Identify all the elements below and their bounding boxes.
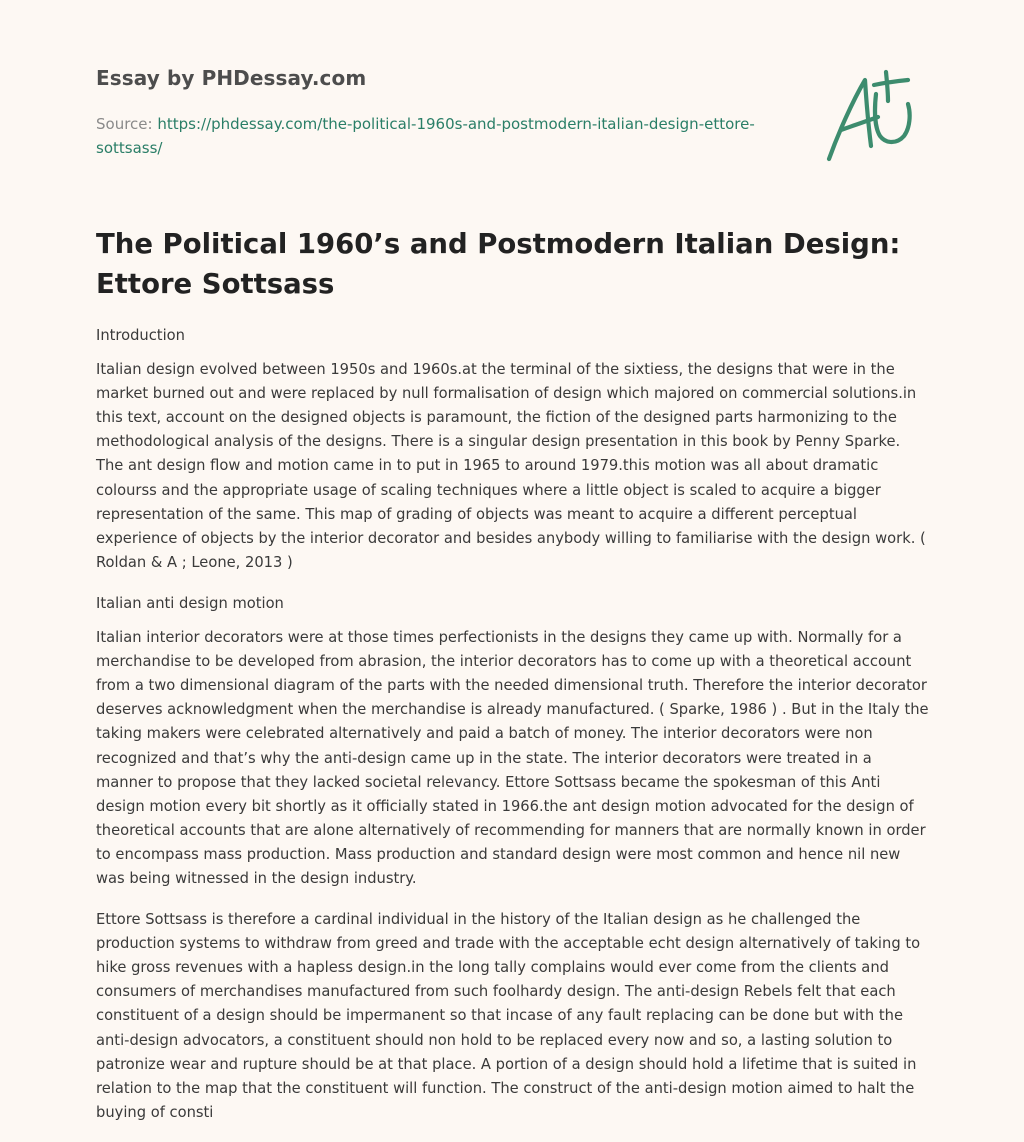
essay-body [96, 324, 932, 1142]
essay-title: The Political 1960’s and Postmodern Italian Design: Ettore Sottsass [96, 228, 901, 300]
paragraph-introduction: Italian design evolved between 1950s and 1960s.at the terminal of the sixtiess, the designs that were in the market burned out and were replaced by null formalisation of design which majored on commercial solutions.in this text, account on the designed objects is paramount, the fiction of the designed parts harmonizing to the methodological analysis of the designs. There is a singular design presentation in this book by Penny Sparke. The ant design flow and motion came in to put in 1965 to around 1979.this motion was all about dramatic colourss and the appropriate usage of scaling techniques where a little object is scaled to acquire a bigger representation of the same. This map of grading of objects was meant to acquire a different perceptual experience of objects by the interior decorator and besides anybody willing to familiarise with the design work. ( Roldan & A ; Leone, 2013 ) [96, 361, 926, 571]
site-brand: Essay by PHDessay.com [96, 66, 367, 90]
a-plus-logo-icon [824, 68, 928, 164]
source-label: Source: [96, 115, 153, 133]
source-line [96, 112, 756, 160]
section-heading-anti-design: Italian anti design motion [96, 594, 284, 612]
paragraph-sottsass: Ettore Sottsass is therefore a cardinal individual in the history of the Italian design as he challenged the production systems to withdraw from greed and trade with the acceptable echt design alternatively of taking to hike gross revenues with a hapless design.in the long tally complains would ever come from the clients and consumers of merchandises manufactured from such foolhardy design. The anti-design Rebels felt that each constituent of a design should be impermanent so that incase of any fault replacing can be done but with the anti-design advocators, a constituent should non hold to be replaced every now and so, a lasting solution to patronize wear and rupture should be at that place. A portion of a design should hold a lifetime that is suited in relation to the map that the constituent will function. The construct of the anti-design motion aimed to halt the buying of consti [96, 911, 921, 1121]
section-heading-introduction: Introduction [96, 327, 185, 344]
source-link[interactable]: https://phdessay.com/the-political-1960s-and-postmodern-italian-design-ettore-sottsass/ [96, 115, 755, 157]
paragraph-anti-design: Italian interior decorators were at those times perfectionists in the designs they came up with. Normally for a merchandise to be developed from abrasion, the interior decorators has to come up with a theoretical account from a two dimensional diagram of the parts with the needed dimensional truth. Therefore the interior decorator deserves acknowledgment when the merchandise is already manufactured. ( Sparke, 1986 ) . But in the Italy the taking makers were celebrated alternatively and paid a batch of money. The interior decorators were non recognized and that’s why the anti-design came up in the state. The interior decorators were treated in a manner to propose that they lacked societal relevancy. Ettore Sottsass became the spokesman of this Anti design motion every bit shortly as it officially stated in 1966.the ant design motion advocated for the design of theoretical accounts that are alone alternatively of recommending for manners that are normally known in order to encompass mass production. Mass production and standard design were most common and hence nil new was being witnessed in the design industry. [96, 629, 929, 887]
